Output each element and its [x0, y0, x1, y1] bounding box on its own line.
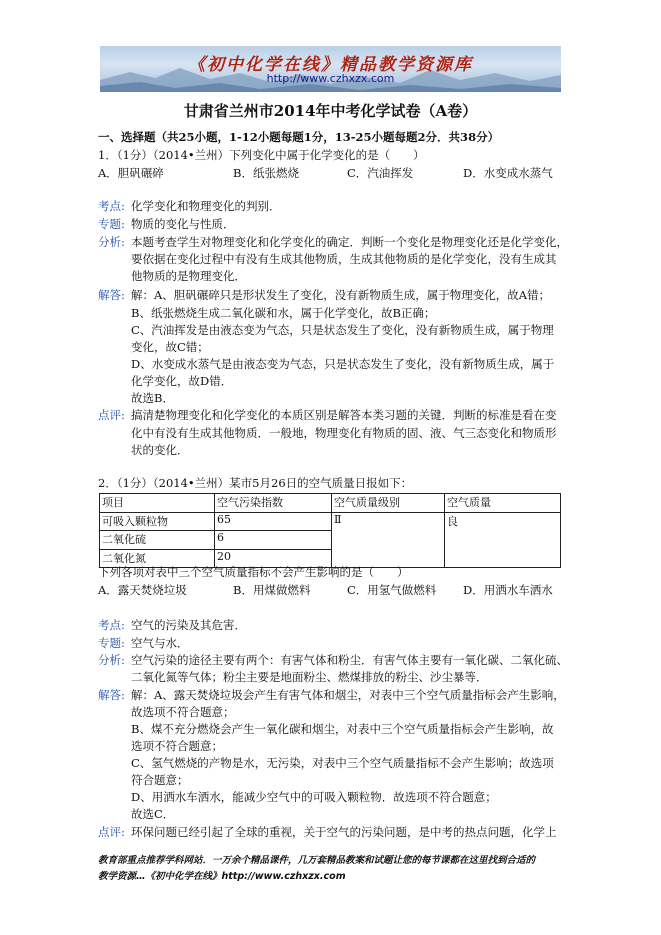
q2-jieda-line: 故选C． [131, 807, 175, 821]
q1-jieda-label: 解答: [98, 288, 125, 302]
q1-dianping-line: 状的变化． [131, 443, 189, 457]
q1-jieda-line: D、水变成水蒸气是由液态变为气态，只是状态发生了变化，没有新物质生成，属于 [131, 357, 555, 371]
q1-option-b: B．纸张燃烧 [233, 166, 299, 180]
q2-fenxi-line: 二氧化氮等气体；粉尘主要是地面粉尘、燃煤排放的粉尘、沙尘暴等． [131, 670, 488, 684]
q1-fenxi-label: 分析: [98, 235, 125, 249]
q2-jieda-line: D、用洒水车洒水，能减少空气中的可吸入颗粒物．故选项不符合题意； [131, 790, 497, 804]
q2-option-a: A．露天焚烧垃圾 [98, 583, 187, 597]
table-cell: 可吸入颗粒物 [100, 512, 215, 531]
q2-jieda-line: 故选项不符合题意； [131, 705, 235, 719]
table-cell-level: Ⅱ [332, 512, 445, 568]
q2-option-b: B．用煤做燃料 [233, 583, 311, 597]
q2-jieda-line: B、煤不充分燃烧会产生一氧化碳和烟尘，对表中三个空气质量指标会产生影响，故 [131, 722, 554, 736]
q2-kaodian-label: 考点: [98, 618, 125, 632]
table-cell-quality: 良 [445, 512, 561, 568]
q1-dianping-label: 点评: [98, 408, 125, 422]
banner-url[interactable]: http://www.czhxzx.com [266, 72, 395, 85]
table-header-row [100, 494, 561, 513]
q1-option-c: C．汽油挥发 [347, 166, 414, 180]
air-quality-table [99, 493, 561, 568]
q2-option-c: C．用氢气做燃料 [347, 583, 437, 597]
footer-line: 教育部重点推荐学科网站．一万余个精品课件，几万套精品教案和试题让您的每节课都在这里找到合适的 [98, 855, 536, 866]
q1-options [98, 165, 553, 181]
q1-option-d: D．水变成水蒸气 [463, 166, 553, 180]
q2-jieda-line: 符合题意； [131, 773, 189, 787]
q2-dianping-line: 环保问题已经引起了全球的重视，关于空气的污染问题，是中考的热点问题，化学上 [131, 825, 557, 839]
q2-jieda-line: 解：A、露天焚烧垃圾会产生有害气体和烟尘，对表中三个空气质量指标会产生影响， [131, 688, 565, 702]
q1-zhuanti-label: 专题: [98, 217, 125, 231]
section-heading: 一、选择题（共25小题，1-12小题每题1分，13-25小题每题2分．共38分） [98, 130, 500, 144]
table-header: 项目 [100, 494, 215, 513]
q2-stem: 2．（1分）（2014•兰州）某市5月26日的空气质量日报如下： [98, 476, 413, 490]
q1-jieda-line: 化学变化，故D错． [131, 374, 233, 388]
q2-fenxi-label: 分析: [98, 653, 125, 667]
q2-options [98, 582, 553, 598]
q1-fenxi-line: 他物质的是物理变化． [131, 269, 246, 283]
q1-zhuanti: 物质的变化与性质． [131, 217, 235, 231]
q1-jieda-line: 故选B． [131, 391, 174, 405]
q1-option-a: A．胆矾碾碎 [98, 166, 164, 180]
q1-jieda-line: 解：A、胆矾碾碎只是形状发生了变化，没有新物质生成，属于物理变化，故A错； [131, 288, 551, 302]
q2-jieda-label: 解答: [98, 688, 125, 702]
page-title: 甘肃省兰州市2014年中考化学试卷（A卷） [183, 102, 478, 120]
table-header: 空气质量级别 [332, 494, 445, 513]
table-cell: 65 [215, 512, 332, 531]
q2-dianping-label: 点评: [98, 825, 125, 839]
q1-fenxi-line: 要依据在变化过程中有没有生成其他物质，生成其他物质的是化学变化，没有生成其 [131, 252, 557, 266]
q2-zhuanti-label: 专题: [98, 636, 125, 650]
q1-stem: 1．（1分）（2014•兰州）下列变化中属于化学变化的是（ ） [98, 148, 425, 162]
q2-fenxi-line: 空气污染的途径主要有两个：有害气体和粉尘．有害气体主要有一氧化碳、二氧化硫、 [131, 653, 568, 667]
q2-jieda-line: 选项不符合题意； [131, 739, 223, 753]
table-row [100, 512, 561, 531]
q1-fenxi-line: 本题考查学生对物理变化和化学变化的确定．判断一个变化是物理变化还是化学变化， [131, 235, 568, 249]
table-header: 空气质量 [445, 494, 561, 513]
q2-zhuanti: 空气与水． [131, 636, 189, 650]
q2-option-d: D．用洒水车洒水 [463, 583, 553, 597]
q1-dianping-line: 搞清楚物理变化和化学变化的本质区别是解答本类习题的关键．判断的标准是看在变 [131, 408, 557, 422]
table-header: 空气污染指数 [215, 494, 332, 513]
header-banner [100, 46, 561, 92]
q1-kaodian: 化学变化和物理变化的判别． [131, 199, 281, 213]
table-cell: 二氧化硫 [100, 531, 215, 550]
q2-question: 下列各项对表中三个空气质量指标不会产生影响的是（ ） [98, 565, 409, 579]
q1-dianping-line: 化中有没有生成其他物质．一般地，物理变化有物质的固、液、气三态变化和物质形 [131, 426, 557, 440]
table-cell: 20 [215, 549, 332, 568]
q1-kaodian-label: 考点: [98, 199, 125, 213]
table-cell: 6 [215, 531, 332, 550]
q2-kaodian: 空气的污染及其危害． [131, 618, 246, 632]
q1-jieda-line: B、纸张燃烧生成二氧化碳和水，属于化学变化，故B正确； [131, 306, 436, 320]
q1-jieda-line: C、汽油挥发是由液态变为气态，只是状态发生了变化，没有新物质生成，属于物理 [131, 323, 554, 337]
table-cell: 二氧化氮 [100, 549, 215, 568]
q2-jieda-line: C、氢气燃烧的产物是水，无污染，对表中三个空气质量指标不会产生影响；故选项 [131, 756, 554, 770]
footer-line[interactable]: 教学资源…《初中化学在线》http://www.czhxzx.com [98, 871, 346, 882]
banner-title: 《初中化学在线》精品教学资源库 [188, 55, 473, 75]
q1-jieda-line: 变化，故C错； [131, 340, 209, 354]
